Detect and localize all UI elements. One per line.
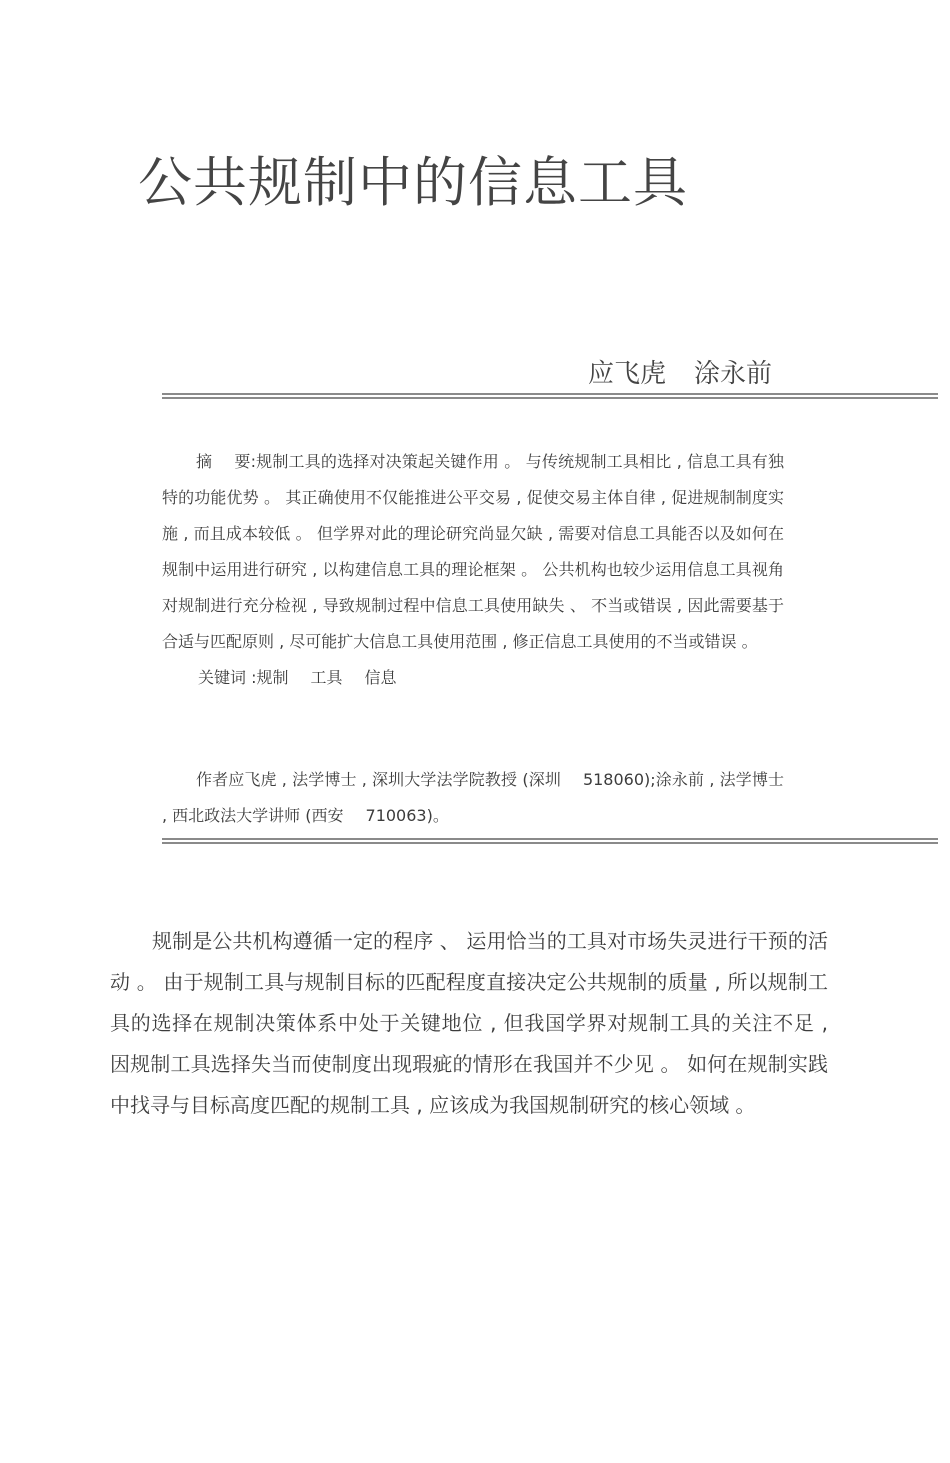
keyword: 规制 xyxy=(256,668,289,687)
article-title: 公共规制中的信息工具 xyxy=(138,151,688,214)
author-name: 应飞虎 xyxy=(588,359,667,389)
keywords-label: 关键词 : xyxy=(198,668,257,687)
keyword: 工具 xyxy=(310,668,343,687)
abstract-paragraph xyxy=(162,444,784,660)
body-text xyxy=(110,921,828,1126)
author-line xyxy=(588,356,772,392)
author-note-text: 518060);涂永前 , 法学博士 , 西北政法大学讲师 (西安 xyxy=(162,770,784,825)
abstract-block xyxy=(162,444,784,696)
author-affiliation-note xyxy=(162,762,784,834)
keyword: 信息 xyxy=(364,668,397,687)
abstract-label: 摘 要 xyxy=(196,452,251,471)
double-rule-top xyxy=(162,393,938,399)
author-note-text: 710063)。 xyxy=(365,806,449,825)
author-name: 涂永前 xyxy=(694,359,773,389)
author-note-text: 作者应飞虎 , 法学博士 , 深圳大学法学院教授 (深圳 xyxy=(196,770,561,789)
keywords-line xyxy=(162,660,784,696)
body-paragraph: 规制是公共机构遵循一定的程序 、 运用恰当的工具对市场失灵进行干预的活动 。 由于规制工具与规制目标的匹配程度直接决定公共规制的质量 , 所以规制工具的选择在规制决策体系中处于关键地位 , 但我国学界对规制工具的关注不足 , 因规制工具选择失当而使制度出现瑕疵的情形在我国并不少见 。 如何在规制实践中找寻与目标高度匹配的规制工具 , 应该成为我国规制研究的核心领域 。 xyxy=(110,929,828,1117)
double-rule-bottom xyxy=(162,838,938,844)
abstract-text: :规制工具的选择对决策起关键作用 。 与传统规制工具相比 , 信息工具有独特的功能优势 。 其正确使用不仅能推进公平交易 , 促使交易主体自律 , 促进规制制度实施 , 而且成本较低 。 但学界对此的理论研究尚显欠缺 , 需要对信息工具能否以及如何在规制中运用进行研究 , 以构建信息工具的理论框架 。 公共机构也较少运用信息工具视角对规制进行充分检视 , 导致规制过程中信息工具使用缺失 、 不当或错误 , 因此需要基于合适与匹配原则 , 尽可能扩大信息工具使用范围 , 修正信息工具使用的不当或错误 。 xyxy=(162,452,784,651)
